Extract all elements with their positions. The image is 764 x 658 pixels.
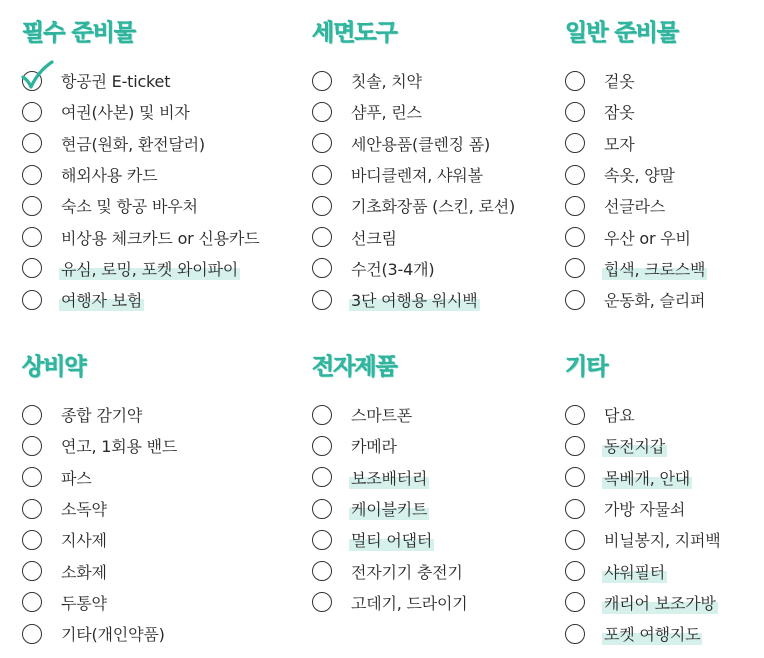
item-label: 모자 (604, 134, 635, 154)
checklist-item (22, 190, 261, 221)
checklist-item (312, 96, 517, 127)
checkbox[interactable] (312, 405, 332, 425)
checkbox[interactable] (565, 290, 585, 310)
item-label: 전자기기 충전기 (351, 562, 463, 582)
checklist (22, 65, 261, 315)
checklist (565, 65, 707, 315)
checkbox[interactable] (22, 499, 42, 519)
checkbox[interactable] (22, 467, 42, 487)
section-toiletries (312, 16, 517, 315)
item-label: 세안용품(클렌징 폼) (351, 134, 491, 154)
checkmark-icon (19, 60, 57, 92)
checkbox[interactable] (312, 530, 332, 550)
checklist-item (312, 128, 517, 159)
item-label: 현금(원화, 환전달러) (61, 134, 205, 154)
item-label: 여행자 보험 (59, 288, 144, 311)
checklist-item (22, 65, 261, 96)
item-label: 샤워필터 (602, 560, 667, 583)
checkbox[interactable] (565, 227, 585, 247)
section-essentials (22, 16, 261, 315)
checklist-item (22, 462, 179, 493)
checkbox[interactable] (312, 499, 332, 519)
checkbox[interactable] (22, 405, 42, 425)
section-title: 일반 준비물 (565, 20, 679, 46)
item-label: 보조배터리 (349, 466, 429, 489)
checkbox[interactable] (22, 290, 42, 310)
checklist-item (22, 96, 261, 127)
section-general (565, 16, 707, 315)
checklist-item (565, 587, 723, 618)
checklist-item (565, 430, 723, 461)
checklist-item (22, 618, 179, 649)
item-label: 파스 (61, 468, 92, 488)
item-label: 연고, 1회용 밴드 (61, 437, 178, 457)
item-label: 칫솔, 치약 (351, 72, 422, 92)
item-label: 케이블키트 (349, 497, 429, 520)
checkbox[interactable] (22, 196, 42, 216)
item-label: 여권(사본) 및 비자 (61, 103, 190, 123)
section-title: 기타 (565, 354, 608, 380)
section-title: 상비약 (22, 354, 86, 380)
checkbox[interactable] (22, 102, 42, 122)
item-label: 바디클렌져, 샤워볼 (351, 166, 483, 186)
checklist-item (22, 159, 261, 190)
checkbox[interactable] (312, 196, 332, 216)
checklist (312, 65, 517, 315)
item-label: 3단 여행용 워시백 (349, 288, 480, 311)
checklist-item (22, 430, 179, 461)
item-label: 카메라 (351, 437, 397, 457)
item-label: 겉옷 (604, 72, 635, 92)
checklist-item (312, 462, 470, 493)
checklist-item (22, 128, 261, 159)
item-label: 고데기, 드라이기 (351, 593, 468, 613)
checklist (22, 399, 179, 649)
checklist-item (565, 96, 707, 127)
item-label: 종합 감기약 (61, 406, 143, 426)
checklist-item (312, 253, 517, 284)
checklist-item (312, 159, 517, 190)
item-label: 기타(개인약품) (61, 625, 165, 645)
checkbox[interactable] (312, 561, 332, 581)
checklist-item (312, 493, 470, 524)
checklist-item (312, 587, 470, 618)
checklist-item (22, 555, 179, 586)
checkbox[interactable] (22, 165, 42, 185)
checklist-item (565, 399, 723, 430)
checkbox[interactable] (22, 561, 42, 581)
item-label: 가방 자물쇠 (604, 500, 686, 520)
item-label: 숙소 및 항공 바우처 (61, 197, 198, 217)
checkbox[interactable] (565, 165, 585, 185)
checkbox[interactable] (312, 227, 332, 247)
section-medicine (22, 350, 179, 649)
item-label: 두통약 (61, 593, 107, 613)
item-label: 스마트폰 (351, 406, 413, 426)
item-label: 선글라스 (604, 197, 666, 217)
checkbox[interactable] (312, 467, 332, 487)
item-label: 동전지갑 (602, 434, 667, 457)
checklist-item (565, 221, 707, 252)
checklist-item (312, 190, 517, 221)
checklist-item (565, 524, 723, 555)
checkbox[interactable] (312, 258, 332, 278)
checklist-item (312, 221, 517, 252)
item-label: 운동화, 슬리퍼 (604, 291, 706, 311)
section-title: 세면도구 (312, 20, 397, 46)
item-label: 소화제 (61, 562, 107, 582)
item-label: 포켓 여행지도 (602, 622, 702, 645)
checkbox[interactable] (312, 71, 332, 91)
section-electronics (312, 350, 470, 618)
item-label: 소독약 (61, 500, 107, 520)
checklist-item (22, 284, 261, 315)
item-label: 힙색, 크로스백 (602, 257, 707, 280)
checkbox[interactable] (565, 530, 585, 550)
checkbox[interactable] (22, 133, 42, 153)
checklist-item (22, 253, 261, 284)
checklist-item (565, 493, 723, 524)
checklist-item (565, 190, 707, 221)
checkbox[interactable] (22, 530, 42, 550)
checklist-item (565, 462, 723, 493)
checkbox[interactable] (312, 165, 332, 185)
checklist-item (565, 555, 723, 586)
checklist-item (565, 159, 707, 190)
checkbox[interactable] (22, 258, 42, 278)
checkbox[interactable] (565, 592, 585, 612)
item-label: 잠옷 (604, 103, 635, 123)
section-etc (565, 350, 723, 649)
checkbox[interactable] (565, 258, 585, 278)
checkbox[interactable] (565, 624, 585, 644)
checkbox[interactable] (565, 561, 585, 581)
checkbox[interactable] (22, 436, 42, 456)
checklist-item (565, 128, 707, 159)
checkbox[interactable] (565, 405, 585, 425)
checklist-item (312, 399, 470, 430)
checkbox[interactable] (565, 196, 585, 216)
checklist-item (312, 524, 470, 555)
checkbox[interactable] (312, 290, 332, 310)
item-label: 해외사용 카드 (61, 166, 158, 186)
section-title: 필수 준비물 (22, 20, 136, 46)
checkbox[interactable] (22, 592, 42, 612)
checklist-item (22, 221, 261, 252)
checklist-item (565, 65, 707, 96)
checkbox[interactable] (565, 499, 585, 519)
item-label: 캐리어 보조가방 (602, 591, 718, 614)
checkbox[interactable] (22, 624, 42, 644)
checkbox[interactable] (312, 102, 332, 122)
checkbox-checked[interactable] (22, 71, 42, 91)
checkbox[interactable] (22, 227, 42, 247)
checklist (312, 399, 470, 618)
item-label: 샴푸, 린스 (351, 103, 422, 123)
item-label: 기초화장품 (스킨, 로션) (351, 197, 516, 217)
checklist-item (312, 284, 517, 315)
checklist-item (22, 493, 179, 524)
item-label: 비상용 체크카드 or 신용카드 (61, 228, 260, 248)
item-label: 비닐봉지, 지퍼백 (604, 531, 721, 551)
checklist (565, 399, 723, 649)
item-label: 멀티 어댑터 (349, 528, 434, 551)
checklist-item (22, 524, 179, 555)
item-label: 목베개, 안대 (602, 466, 692, 489)
checkbox[interactable] (312, 592, 332, 612)
checklist-item (565, 618, 723, 649)
item-label: 담요 (604, 406, 635, 426)
checklist-item (565, 253, 707, 284)
item-label: 유심, 로밍, 포켓 와이파이 (59, 257, 240, 280)
item-label: 속옷, 양말 (604, 166, 675, 186)
checkbox[interactable] (565, 71, 585, 91)
checkbox[interactable] (565, 467, 585, 487)
item-label: 항공권 E-ticket (61, 72, 171, 92)
item-label: 우산 or 우비 (604, 228, 691, 248)
checklist-item (312, 65, 517, 96)
checkbox[interactable] (312, 436, 332, 456)
checkbox[interactable] (565, 133, 585, 153)
checkbox[interactable] (565, 102, 585, 122)
checkbox[interactable] (312, 133, 332, 153)
checklist-item (565, 284, 707, 315)
checklist-item (312, 430, 470, 461)
section-title: 전자제품 (312, 354, 397, 380)
checklist-item (22, 399, 179, 430)
item-label: 선크림 (351, 228, 397, 248)
item-label: 지사제 (61, 531, 107, 551)
checkbox[interactable] (565, 436, 585, 456)
checklist-item (312, 555, 470, 586)
checklist-item (22, 587, 179, 618)
item-label: 수건(3-4개) (351, 259, 435, 279)
